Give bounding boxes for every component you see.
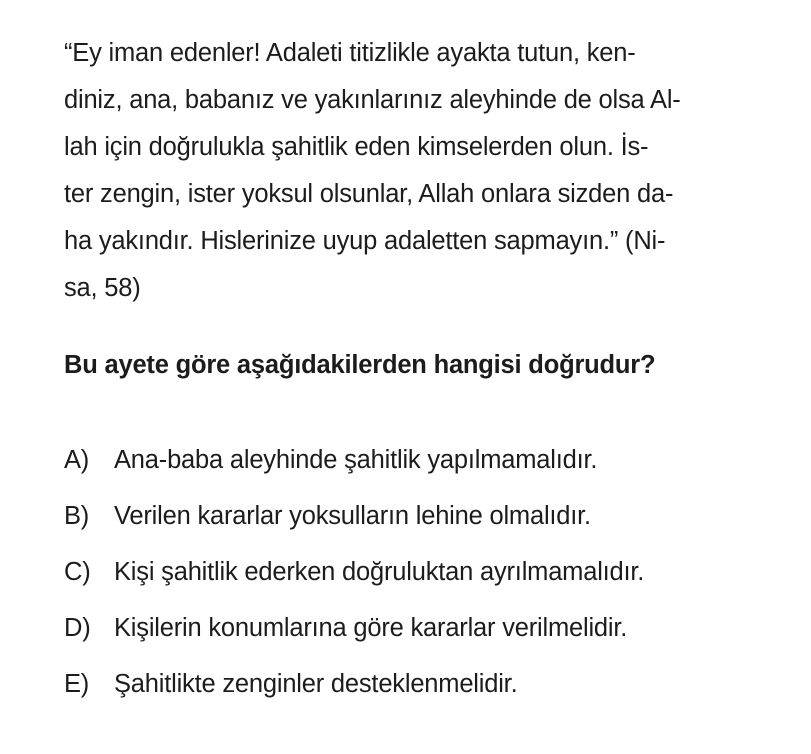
option-letter: D) — [64, 614, 91, 642]
option-c[interactable] — [64, 552, 784, 608]
option-letter: E) — [64, 670, 90, 698]
option-text: Ana-baba aleyhinde şahitlik yapılmamalıdır. — [114, 446, 598, 474]
passage-line: diniz, ana, babanız ve yakınlarınız aleyhinde de olsa Al- — [64, 86, 681, 114]
option-letter: C) — [64, 558, 91, 586]
passage-line: “Ey iman edenler! Adaleti titizlikle ayakta tutun, ken- — [64, 39, 636, 67]
option-e[interactable] — [64, 664, 784, 720]
passage-line: lah için doğrulukla şahitlik eden kimselerden olun. İs- — [64, 133, 649, 161]
answer-options — [64, 440, 784, 720]
verse-passage — [64, 30, 764, 312]
option-letter: B) — [64, 502, 90, 530]
option-text: Verilen kararlar yoksulların lehine olmalıdır. — [114, 502, 591, 530]
option-a[interactable] — [64, 440, 784, 496]
passage-line: sa, 58) — [64, 274, 141, 302]
option-text: Kişilerin konumlarına göre kararlar verilmelidir. — [114, 614, 628, 642]
option-text: Şahitlikte zenginler desteklenmelidir. — [114, 670, 518, 698]
question-text: Bu ayete göre aşağıdakilerden hangisi doğrudur? — [64, 351, 656, 379]
passage-line: ha yakındır. Hislerinize uyup adaletten sapmayın.” (Ni- — [64, 227, 666, 255]
option-letter: A) — [64, 446, 90, 474]
option-b[interactable] — [64, 496, 784, 552]
option-d[interactable] — [64, 608, 784, 664]
passage-line: ter zengin, ister yoksul olsunlar, Allah onlara sizden da- — [64, 180, 674, 208]
option-text: Kişi şahitlik ederken doğruluktan ayrılmamalıdır. — [114, 558, 645, 586]
